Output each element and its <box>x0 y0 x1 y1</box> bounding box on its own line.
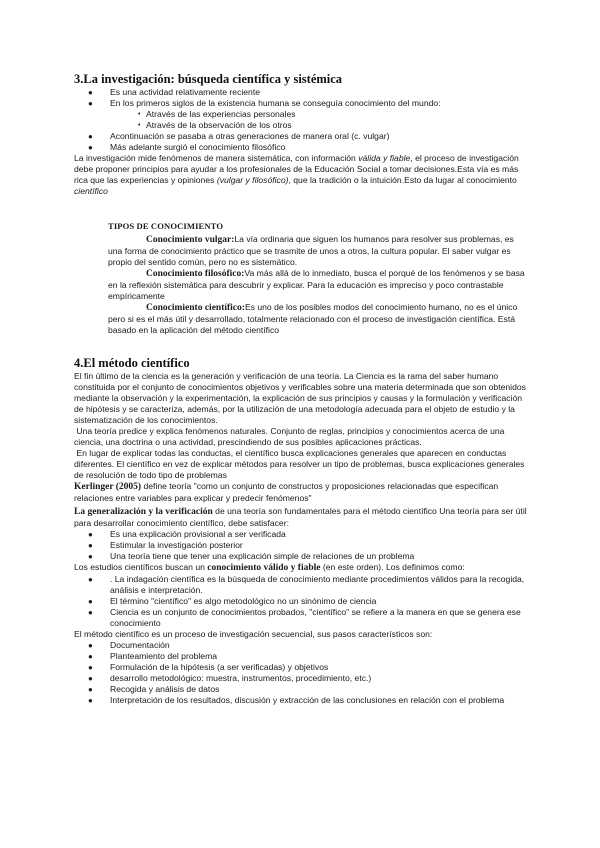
s4-list-3 <box>74 640 530 706</box>
list-item: ● Es una explicación provisional a ser verificada <box>88 529 286 539</box>
tipo-cientifico: Conocimiento científico:Es uno de los posibles modos del conocimiento humano, no es el único pero si es el más útil y desarrollado, totalmente relacionado con el proceso de investigación científica. Está basado en la aplicación del método científico <box>108 302 518 335</box>
bullet-icon: ● <box>88 99 93 108</box>
bullet-icon: ● <box>88 88 93 97</box>
bullet-icon: ● <box>88 652 93 661</box>
bullet-icon: ● <box>88 575 93 584</box>
list-item: ● Planteamiento del problema <box>88 651 218 661</box>
bullet-icon: ● <box>88 685 93 694</box>
list-item: ● Más adelante surgió el conocimiento filosófico <box>88 142 286 152</box>
generalizacion-paragraph: La generalización y la verificación de una teoría son fundamentales para el método científico Una teoría para ser útil para desarrollar conocimiento científico, debe satisfacer: <box>74 506 527 528</box>
s4-list-2 <box>74 574 530 629</box>
list-item: ● El término "científico" es algo metodológico no un sinónimo de ciencia <box>88 596 377 606</box>
list-item: ● Es una actividad relativamente reciente <box>88 87 260 97</box>
tipo-filosofico: Conocimiento filosófico:Va más allá de lo inmediato, busca el porqué de los fenómenos y se basa en la reflexión sistemática para descubrir y explicar. Para la educación es impreciso y poco contrastable empíricamente <box>108 268 525 301</box>
bullet-icon: ● <box>88 541 93 550</box>
list-item: ● En los primeros siglos de la existencia humana se conseguía conocimiento del mundo: <box>88 98 441 108</box>
s4-paragraph-3: En lugar de explicar todas las conductas, el científico busca explicaciones generales que aparecen en conductas diferentes. El científico en vez de explicar métodos para resolver un tipo de problemas, busca explicaciones generales de resolución de todo tipo de problemas <box>74 448 525 480</box>
list-item: ● Recogida y análisis de datos <box>88 684 220 694</box>
tipos-heading: TIPOS DE CONOCIMIENTO <box>108 221 224 231</box>
bullet-icon: ● <box>88 663 93 672</box>
list-item: • Através de las experiencias personales <box>138 109 296 119</box>
s4-list-1 <box>74 529 530 562</box>
s4-paragraph-2: Una teoría predice y explica fenómenos naturales. Conjunto de reglas, principios y conocimientos acerca de una ciencia, una doctrina o una actividad, prescindiendo de sus posibles aplicaciones prácticas. <box>74 426 505 447</box>
bullet-icon: ● <box>88 608 93 617</box>
list-item: ● . La indagación científica es la búsqueda de conocimiento mediante procedimientos válidos para la recogida, análisis e interpretación. <box>88 574 525 595</box>
bullet-icon: ● <box>88 530 93 539</box>
metodo-paragraph: El método científico es un proceso de investigación secuencial, sus pasos característicos son: <box>74 629 433 639</box>
list-item: ● Acontinuación se pasaba a otras generaciones de manera oral (c. vulgar) <box>88 131 390 141</box>
section-4-title: 4.El método científico <box>74 356 190 370</box>
bullet-icon: ● <box>88 132 93 141</box>
section-4-body <box>74 371 530 706</box>
bullet-icon: • <box>138 122 141 129</box>
s4-paragraph-1: El fin último de la ciencia es la generación y verificación de una teoría. La Ciencia es la rama del saber humano constituida por el conjunto de conocimientos objetivos y verificables sobre una materia determinada que son obtenidos mediante la observación y la experimentación, la explicación de sus principios y causas y la formulación y verificación de hipótesis y se caracteriza, además, por la utilización de una metodología adecuada para el objeto de estudio y la sistematización de los conocimientos. <box>74 371 526 425</box>
section-3-body <box>74 87 530 197</box>
list-item: ● Estimular la investigación posterior <box>88 540 243 550</box>
estudios-paragraph: Los estudios científicos buscan un conocimiento válido y fiable (en este orden). Los definimos como: <box>74 562 465 573</box>
bullet-icon: ● <box>88 696 93 705</box>
bullet-icon: ● <box>88 143 93 152</box>
list-item: ● desarrollo metodológico: muestra, instrumentos, procedimiento, etc.) <box>88 673 372 683</box>
bullet-icon: ● <box>88 597 93 606</box>
bullet-icon: ● <box>88 674 93 683</box>
list-item: • Através de la observación de los otros <box>138 120 292 130</box>
bullet-icon: ● <box>88 641 93 650</box>
list-item: ● Una teoría tiene que tener una explicación simple de relaciones de un problema <box>88 551 415 561</box>
bullet-icon: • <box>138 111 141 118</box>
list-item: ● Interpretación de los resultados, discusión y extracción de las conclusiones en relación con el problema <box>88 695 505 705</box>
kerlinger-paragraph: Kerlinger (2005) define teoría "como un conjunto de constructos y proposiciones relacionadas que especifican relaciones entre variables para explicar y predecir fenómenos" <box>74 481 499 503</box>
tipo-vulgar: Conocimiento vulgar:La vía ordinaria que siguen los humanos para resolver sus problemas, es una forma de conocimiento práctico que se trasmite de unos a otros, la cultura popular. El saber vulgar es propio del sentido común, pero no es sistemático. <box>108 234 514 267</box>
list-item: ● Ciencia es un conjunto de conocimientos probados, "científico" se refiere a la manera en que se genera ese conocimiento <box>88 607 521 628</box>
list-item: ● Formulación de la hipótesis (a ser verificadas) y objetivos <box>88 662 329 672</box>
bullet-icon: ● <box>88 552 93 561</box>
tipos-conocimiento-block <box>108 221 528 336</box>
list-item: ● Documentación <box>88 640 170 650</box>
s3-paragraph: La investigación mide fenómenos de manera sistemática, con información válida y fiable, el proceso de investigación debe proponer principios para ayudar a los profesionales de la Educación Social a tomar decisiones.Esta vía es más rica que las experiencias y opiniones (vulgar y filosófico), que la tradición o la intuición.Esto da lugar al conocimiento científico <box>74 153 519 196</box>
section-3-title: 3.La investigación: búsqueda científica y sistémica <box>74 72 343 86</box>
s3-bullet-list <box>74 87 530 153</box>
